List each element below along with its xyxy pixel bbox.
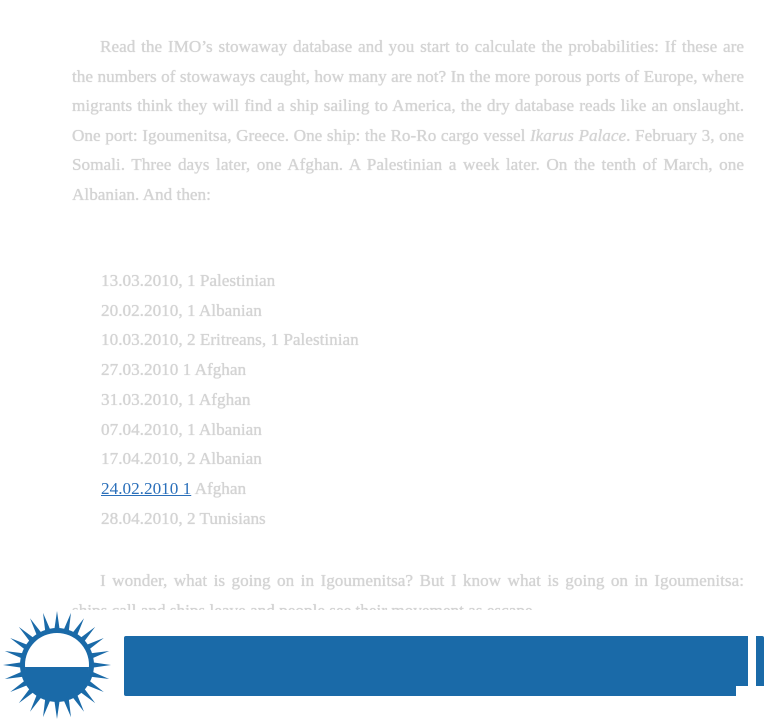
list-item: 31.03.2010, 1 Afghan [101,389,251,409]
date-link[interactable]: 24.02.2010 1 [101,478,192,498]
sun-ray [5,672,23,679]
sun-logo-icon [0,611,114,719]
sun-ray [64,699,71,717]
sun-ray [54,701,59,719]
sun-ray [64,613,71,631]
list-item: 17.04.2010, 2 Albanian [101,449,262,469]
intro-text: Read the IMO’s stowaway database and you start to calculate the probabilities: If these are the numbers of stowaways caught, how many are not? In the more porous ports of Europe, where migrants think they will find a ship sailing to America, the dry database reads like an onslaught. One port: Igoumenitsa, Greece. One ship: the Ro-Ro cargo vessel [72,37,744,145]
sun-ray [3,662,21,667]
sun-ray [93,662,111,667]
list-item: 27.03.2010 1 Afghan [101,360,247,380]
list-item: 28.04.2010, 2 Tunisians [101,508,266,528]
list-item: 07.04.2010, 1 Albanian [101,419,262,439]
ship-name: Ikarus Palace [529,125,627,145]
linked-entry-rest: Afghan [191,478,247,498]
closing-paragraph: I wonder, what is going on in Igoumenitsa? But I know what is going on in Igoumenitsa: [100,571,744,590]
blue-banner [124,636,764,696]
sun-ray [5,651,23,658]
sun-ray [91,672,109,679]
sun-ray [43,699,50,717]
intro-text-continued: . February 3, one Somali. Three days later, one Afghan. A Palestinian a week later. On the tenth of March, one Albanian. And then: [72,125,744,204]
list-item-linked [101,474,359,504]
banner-notch [748,636,756,686]
intro-paragraph [72,32,744,210]
list-item: 13.03.2010, 1 Palestinian [101,271,276,290]
sun-ray [43,613,50,631]
list-item: 20.02.2010, 1 Albanian [101,300,262,320]
sun-ray [54,611,59,629]
list-item: 10.03.2010, 2 Eritreans, 1 Palestinian [101,330,359,350]
sun-ray [91,651,109,658]
stowaway-log-list [101,266,359,533]
banner-notch-base [736,686,764,696]
